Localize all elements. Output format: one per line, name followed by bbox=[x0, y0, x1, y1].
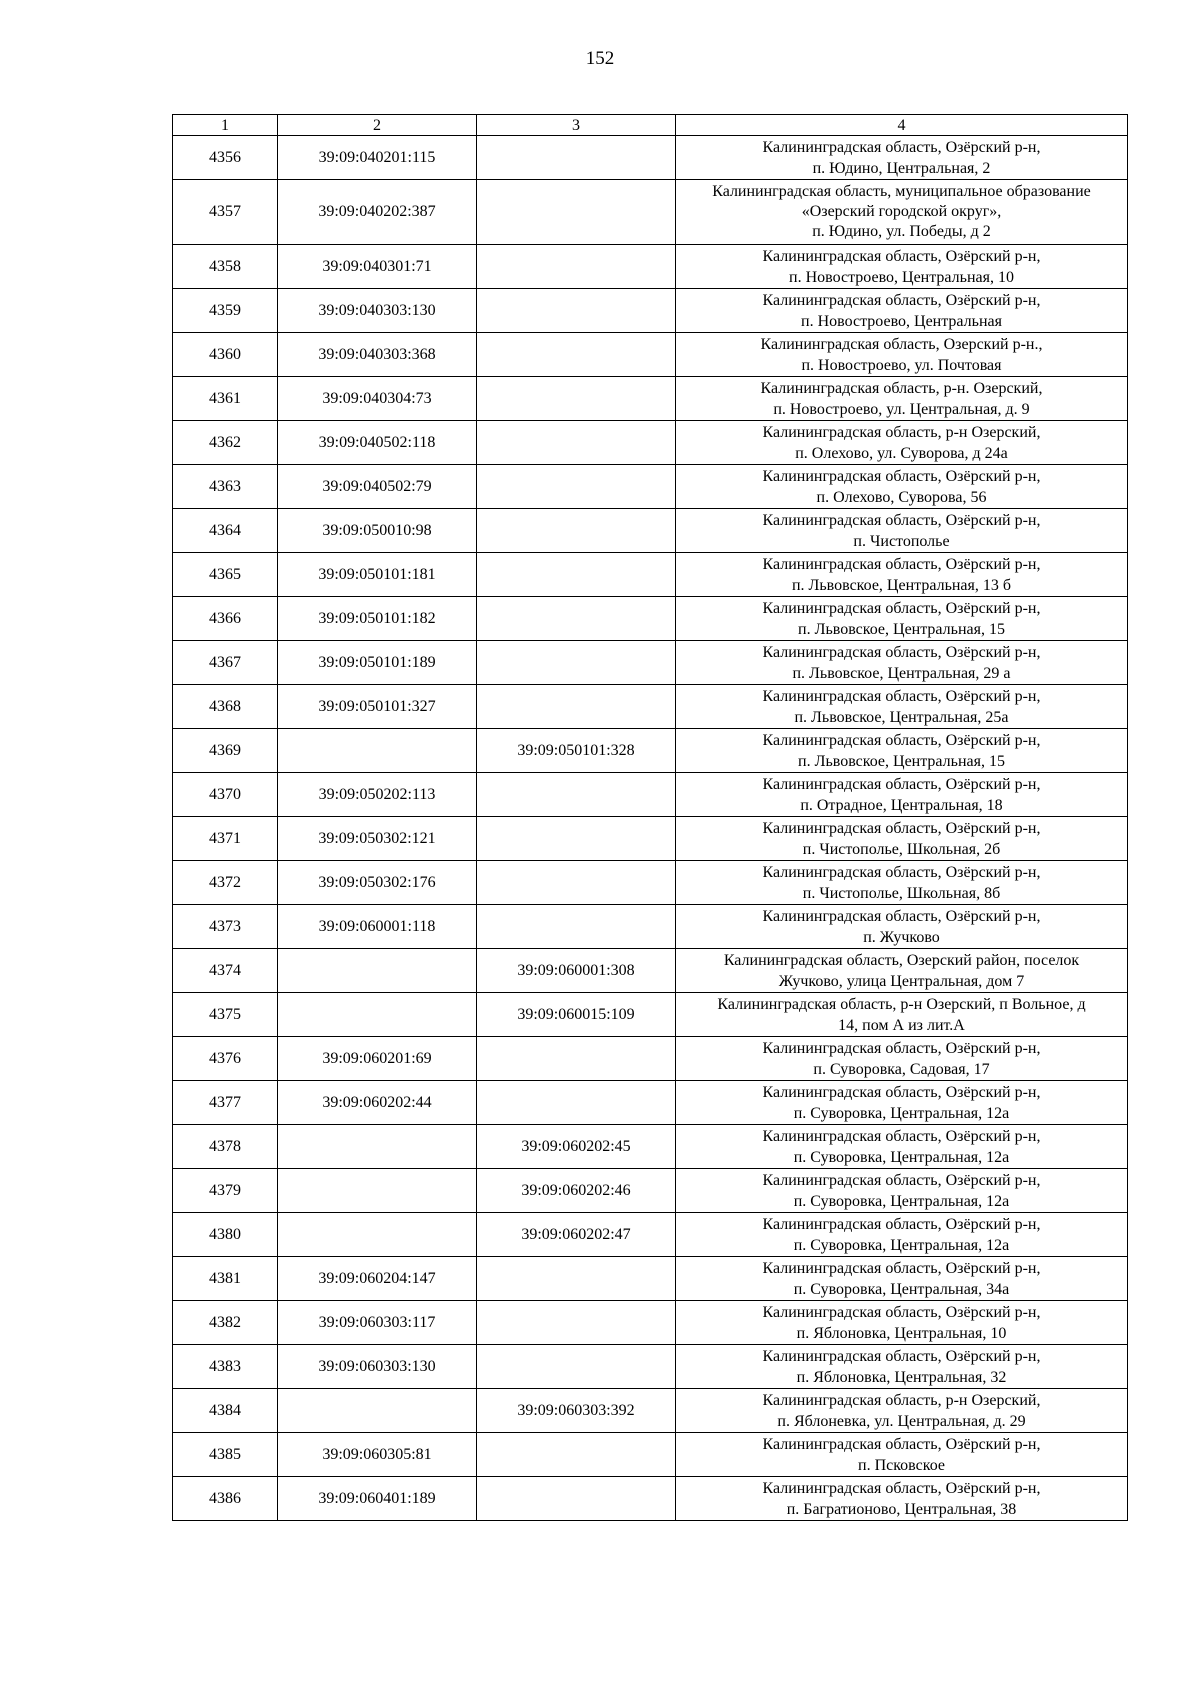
address-line: Калининградская область, Озёрский р-н, bbox=[762, 247, 1041, 265]
table-row bbox=[173, 509, 1128, 553]
row-number: 4359 bbox=[173, 289, 278, 333]
row-number: 4376 bbox=[173, 1037, 278, 1081]
address-line: п. Олехово, ул. Суворова, д 24а bbox=[795, 444, 1008, 462]
cadastral-number-col2: 39:09:040502:79 bbox=[278, 465, 477, 509]
address-cell bbox=[676, 465, 1128, 509]
cadastral-number-col2: 39:09:040303:368 bbox=[278, 333, 477, 377]
cadastral-number-col3 bbox=[477, 245, 676, 289]
cadastral-number-col3 bbox=[477, 685, 676, 729]
address-cell bbox=[676, 1257, 1128, 1301]
table-row bbox=[173, 1345, 1128, 1389]
cadastral-number-col3 bbox=[477, 817, 676, 861]
address-line: п. Яблоневка, ул. Центральная, д. 29 bbox=[777, 1412, 1026, 1430]
address-line: Калининградская область, Озёрский р-н, bbox=[762, 687, 1041, 705]
address-line: п. Суворовка, Центральная, 12а bbox=[793, 1104, 1010, 1122]
address-line: п. Чистополье, Школьная, 8б bbox=[802, 884, 1001, 902]
registry-table bbox=[172, 114, 1128, 1521]
table-row bbox=[173, 1081, 1128, 1125]
cadastral-number-col3 bbox=[477, 180, 676, 245]
cadastral-number-col2: 39:09:050101:327 bbox=[278, 685, 477, 729]
cadastral-number-col2: 39:09:050101:182 bbox=[278, 597, 477, 641]
cadastral-number-col2: 39:09:060201:69 bbox=[278, 1037, 477, 1081]
row-number: 4377 bbox=[173, 1081, 278, 1125]
cadastral-number-col3 bbox=[477, 136, 676, 180]
table-row bbox=[173, 377, 1128, 421]
column-header-2: 2 bbox=[278, 115, 477, 136]
row-number: 4356 bbox=[173, 136, 278, 180]
cadastral-number-col2: 39:09:040201:115 bbox=[278, 136, 477, 180]
table-body bbox=[173, 136, 1128, 1521]
address-cell bbox=[676, 1477, 1128, 1521]
address-line: Калининградская область, Озерский район, поселок bbox=[723, 951, 1080, 969]
address-line: Калининградская область, Озёрский р-н, bbox=[762, 555, 1041, 573]
address-line: Калининградская область, Озёрский р-н, bbox=[762, 1171, 1041, 1189]
cadastral-number-col3 bbox=[477, 377, 676, 421]
cadastral-number-col3 bbox=[477, 465, 676, 509]
address-line: Жучково, улица Центральная, дом 7 bbox=[778, 972, 1025, 990]
address-line: п. Чистополье, Школьная, 2б bbox=[802, 840, 1001, 858]
address-line: п. Новостроево, ул. Центральная, д. 9 bbox=[773, 400, 1030, 418]
cadastral-number-col3: 39:09:060202:46 bbox=[477, 1169, 676, 1213]
address-line: п. Суворовка, Центральная, 12а bbox=[793, 1148, 1010, 1166]
address-line: п. Жучково bbox=[863, 928, 940, 946]
cadastral-number-col2: 39:09:050302:176 bbox=[278, 861, 477, 905]
table-row bbox=[173, 993, 1128, 1037]
address-cell bbox=[676, 553, 1128, 597]
address-cell bbox=[676, 180, 1128, 245]
address-line: 14, пом А из лит.А bbox=[838, 1016, 965, 1034]
row-number: 4365 bbox=[173, 553, 278, 597]
row-number: 4378 bbox=[173, 1125, 278, 1169]
address-line: Калининградская область, Озерский р-н., bbox=[760, 335, 1043, 353]
address-line: Калининградская область, Озёрский р-н, bbox=[762, 1215, 1041, 1233]
row-number: 4358 bbox=[173, 245, 278, 289]
address-line: п. Львовское, Центральная, 15 bbox=[798, 620, 1005, 638]
address-line: п. Яблоновка, Центральная, 32 bbox=[796, 1368, 1007, 1386]
cadastral-number-col2: 39:09:060303:117 bbox=[278, 1301, 477, 1345]
address-line: Калининградская область, Озёрский р-н, bbox=[762, 1083, 1041, 1101]
address-line: Калининградская область, Озёрский р-н, bbox=[762, 643, 1041, 661]
address-line: Калининградская область, Озёрский р-н, bbox=[762, 1127, 1041, 1145]
address-cell bbox=[676, 685, 1128, 729]
address-line: п. Львовское, Центральная, 29 а bbox=[792, 664, 1011, 682]
row-number: 4360 bbox=[173, 333, 278, 377]
cadastral-number-col3: 39:09:050101:328 bbox=[477, 729, 676, 773]
table-row bbox=[173, 1433, 1128, 1477]
address-line: Калининградская область, Озёрский р-н, bbox=[762, 599, 1041, 617]
row-number: 4379 bbox=[173, 1169, 278, 1213]
address-cell bbox=[676, 773, 1128, 817]
table-row bbox=[173, 905, 1128, 949]
cadastral-number-col3: 39:09:060015:109 bbox=[477, 993, 676, 1037]
address-line: Калининградская область, Озёрский р-н, bbox=[762, 819, 1041, 837]
cadastral-number-col2 bbox=[278, 1169, 477, 1213]
address-cell bbox=[676, 333, 1128, 377]
cadastral-number-col3 bbox=[477, 861, 676, 905]
table-row bbox=[173, 1477, 1128, 1521]
cadastral-number-col2 bbox=[278, 1213, 477, 1257]
address-cell bbox=[676, 1345, 1128, 1389]
address-line: Калининградская область, Озёрский р-н, bbox=[762, 907, 1041, 925]
address-cell bbox=[676, 1389, 1128, 1433]
row-number: 4371 bbox=[173, 817, 278, 861]
cadastral-number-col3: 39:09:060001:308 bbox=[477, 949, 676, 993]
row-number: 4367 bbox=[173, 641, 278, 685]
cadastral-number-col3 bbox=[477, 1345, 676, 1389]
address-line: п. Юдино, Центральная, 2 bbox=[812, 159, 991, 177]
table-row bbox=[173, 773, 1128, 817]
cadastral-number-col3 bbox=[477, 289, 676, 333]
cadastral-number-col2: 39:09:040202:387 bbox=[278, 180, 477, 245]
address-line: п. Отрадное, Центральная, 18 bbox=[800, 796, 1003, 814]
table-row bbox=[173, 1213, 1128, 1257]
table-row bbox=[173, 465, 1128, 509]
address-cell bbox=[676, 1169, 1128, 1213]
table-row bbox=[173, 729, 1128, 773]
row-number: 4364 bbox=[173, 509, 278, 553]
address-line: п. Львовское, Центральная, 13 б bbox=[791, 576, 1012, 594]
cadastral-number-col2: 39:09:050010:98 bbox=[278, 509, 477, 553]
table-row bbox=[173, 553, 1128, 597]
row-number: 4366 bbox=[173, 597, 278, 641]
column-header-1: 1 bbox=[173, 115, 278, 136]
cadastral-number-col2 bbox=[278, 949, 477, 993]
address-cell bbox=[676, 641, 1128, 685]
address-line: Калининградская область, Озёрский р-н, bbox=[762, 863, 1041, 881]
row-number: 4374 bbox=[173, 949, 278, 993]
address-line: Калининградская область, Озёрский р-н, bbox=[762, 138, 1041, 156]
table-row bbox=[173, 1257, 1128, 1301]
table-row bbox=[173, 1169, 1128, 1213]
address-cell bbox=[676, 817, 1128, 861]
table-row bbox=[173, 817, 1128, 861]
row-number: 4386 bbox=[173, 1477, 278, 1521]
address-line: п. Львовское, Центральная, 25а bbox=[794, 708, 1009, 726]
address-cell bbox=[676, 949, 1128, 993]
cadastral-number-col3 bbox=[477, 509, 676, 553]
address-cell bbox=[676, 421, 1128, 465]
cadastral-number-col3 bbox=[477, 1037, 676, 1081]
cadastral-number-col3 bbox=[477, 1301, 676, 1345]
address-line: п. Багратионово, Центральная, 38 bbox=[786, 1500, 1017, 1518]
cadastral-number-col2: 39:09:040303:130 bbox=[278, 289, 477, 333]
cadastral-number-col3 bbox=[477, 773, 676, 817]
row-number: 4368 bbox=[173, 685, 278, 729]
cadastral-number-col2: 39:09:050302:121 bbox=[278, 817, 477, 861]
address-cell bbox=[676, 597, 1128, 641]
column-header-3: 3 bbox=[477, 115, 676, 136]
cadastral-number-col2: 39:09:040301:71 bbox=[278, 245, 477, 289]
cadastral-number-col2: 39:09:060401:189 bbox=[278, 1477, 477, 1521]
address-cell bbox=[676, 729, 1128, 773]
table-row bbox=[173, 641, 1128, 685]
address-line: п. Яблоновка, Центральная, 10 bbox=[796, 1324, 1007, 1342]
row-number: 4362 bbox=[173, 421, 278, 465]
row-number: 4372 bbox=[173, 861, 278, 905]
cadastral-number-col3 bbox=[477, 333, 676, 377]
address-line: Калининградская область, Озёрский р-н, bbox=[762, 1303, 1041, 1321]
address-cell bbox=[676, 377, 1128, 421]
cadastral-number-col3: 39:09:060303:392 bbox=[477, 1389, 676, 1433]
address-line: Калининградская область, Озёрский р-н, bbox=[762, 1347, 1041, 1365]
address-line: п. Новостроево, Центральная bbox=[801, 312, 1002, 330]
address-line: Калининградская область, Озёрский р-н, bbox=[762, 1259, 1041, 1277]
cadastral-number-col2 bbox=[278, 1125, 477, 1169]
table-row bbox=[173, 597, 1128, 641]
table-row bbox=[173, 1301, 1128, 1345]
address-cell bbox=[676, 509, 1128, 553]
row-number: 4375 bbox=[173, 993, 278, 1037]
address-cell bbox=[676, 1213, 1128, 1257]
address-line: п. Суворовка, Садовая, 17 bbox=[813, 1060, 990, 1078]
cadastral-number-col2: 39:09:050101:181 bbox=[278, 553, 477, 597]
address-line: Калининградская область, р-н Озерский, п Вольное, д bbox=[717, 995, 1086, 1013]
table-row bbox=[173, 136, 1128, 180]
cadastral-number-col2: 39:09:050202:113 bbox=[278, 773, 477, 817]
table-row bbox=[173, 289, 1128, 333]
cadastral-number-col2 bbox=[278, 1389, 477, 1433]
row-number: 4380 bbox=[173, 1213, 278, 1257]
address-line: п. Суворовка, Центральная, 12а bbox=[793, 1236, 1010, 1254]
address-line: Калининградская область, муниципальное образование bbox=[712, 183, 1091, 200]
cadastral-number-col3 bbox=[477, 421, 676, 465]
row-number: 4357 bbox=[173, 180, 278, 245]
address-line: п. Новостроево, ул. Почтовая bbox=[801, 356, 1002, 374]
cadastral-number-col3 bbox=[477, 905, 676, 949]
cadastral-number-col3 bbox=[477, 1257, 676, 1301]
header-row bbox=[173, 115, 1128, 136]
cadastral-number-col2 bbox=[278, 729, 477, 773]
row-number: 4370 bbox=[173, 773, 278, 817]
cadastral-number-col2 bbox=[278, 993, 477, 1037]
cadastral-number-col3 bbox=[477, 1433, 676, 1477]
address-line: Калининградская область, Озёрский р-н, bbox=[762, 1039, 1041, 1057]
address-line: Калининградская область, Озёрский р-н, bbox=[762, 1479, 1041, 1497]
address-line: Калининградская область, Озёрский р-н, bbox=[762, 1435, 1041, 1453]
address-line: п. Суворовка, Центральная, 12а bbox=[793, 1192, 1010, 1210]
address-line: Калининградская область, р-н. Озерский, bbox=[760, 379, 1043, 397]
table-row bbox=[173, 245, 1128, 289]
row-number: 4363 bbox=[173, 465, 278, 509]
address-line: п. Юдино, ул. Победы, д 2 bbox=[812, 223, 991, 240]
cadastral-number-col2: 39:09:060303:130 bbox=[278, 1345, 477, 1389]
address-cell bbox=[676, 861, 1128, 905]
address-cell bbox=[676, 1037, 1128, 1081]
table-row bbox=[173, 421, 1128, 465]
address-line: Калининградская область, Озёрский р-н, bbox=[762, 775, 1041, 793]
cadastral-number-col2: 39:09:040304:73 bbox=[278, 377, 477, 421]
address-cell bbox=[676, 1125, 1128, 1169]
table-row bbox=[173, 861, 1128, 905]
cadastral-number-col3 bbox=[477, 597, 676, 641]
address-line: Калининградская область, Озёрский р-н, bbox=[762, 467, 1041, 485]
row-number: 4383 bbox=[173, 1345, 278, 1389]
cadastral-number-col3: 39:09:060202:45 bbox=[477, 1125, 676, 1169]
page-number: 152 bbox=[585, 48, 615, 69]
address-cell bbox=[676, 1433, 1128, 1477]
row-number: 4373 bbox=[173, 905, 278, 949]
row-number: 4382 bbox=[173, 1301, 278, 1345]
cadastral-number-col2: 39:09:060204:147 bbox=[278, 1257, 477, 1301]
address-line: п. Новостроево, Центральная, 10 bbox=[789, 268, 1014, 286]
table-row bbox=[173, 1389, 1128, 1433]
cadastral-number-col3 bbox=[477, 641, 676, 685]
address-line: п. Псковское bbox=[858, 1456, 945, 1474]
address-line: п. Суворовка, Центральная, 34а bbox=[793, 1280, 1010, 1298]
table-row bbox=[173, 333, 1128, 377]
row-number: 4385 bbox=[173, 1433, 278, 1477]
row-number: 4369 bbox=[173, 729, 278, 773]
cadastral-number-col2: 39:09:060202:44 bbox=[278, 1081, 477, 1125]
cadastral-number-col3 bbox=[477, 1081, 676, 1125]
address-cell bbox=[676, 1081, 1128, 1125]
cadastral-number-col2: 39:09:060305:81 bbox=[278, 1433, 477, 1477]
column-header-4: 4 bbox=[676, 115, 1128, 136]
table-row bbox=[173, 180, 1128, 245]
address-cell bbox=[676, 905, 1128, 949]
cadastral-number-col3: 39:09:060202:47 bbox=[477, 1213, 676, 1257]
address-line: «Озерский городской округ», bbox=[801, 203, 1002, 220]
table-row bbox=[173, 1037, 1128, 1081]
address-cell bbox=[676, 245, 1128, 289]
address-line: п. Львовское, Центральная, 15 bbox=[798, 752, 1005, 770]
address-cell bbox=[676, 1301, 1128, 1345]
table-row bbox=[173, 949, 1128, 993]
address-line: Калининградская область, Озёрский р-н, bbox=[762, 511, 1041, 529]
address-cell bbox=[676, 993, 1128, 1037]
address-line: п. Чистополье bbox=[853, 532, 950, 550]
table-row bbox=[173, 1125, 1128, 1169]
row-number: 4384 bbox=[173, 1389, 278, 1433]
cadastral-number-col2: 39:09:050101:189 bbox=[278, 641, 477, 685]
cadastral-number-col3 bbox=[477, 553, 676, 597]
address-line: Калининградская область, р-н Озерский, bbox=[762, 423, 1041, 441]
table-row bbox=[173, 685, 1128, 729]
address-line: Калининградская область, р-н Озерский, bbox=[762, 1391, 1041, 1409]
row-number: 4381 bbox=[173, 1257, 278, 1301]
cadastral-number-col3 bbox=[477, 1477, 676, 1521]
address-line: п. Олехово, Суворова, 56 bbox=[816, 488, 987, 506]
address-line: Калининградская область, Озёрский р-н, bbox=[762, 291, 1041, 309]
address-cell bbox=[676, 136, 1128, 180]
address-cell bbox=[676, 289, 1128, 333]
cadastral-number-col2: 39:09:040502:118 bbox=[278, 421, 477, 465]
address-line: Калининградская область, Озёрский р-н, bbox=[762, 731, 1041, 749]
row-number: 4361 bbox=[173, 377, 278, 421]
cadastral-number-col2: 39:09:060001:118 bbox=[278, 905, 477, 949]
